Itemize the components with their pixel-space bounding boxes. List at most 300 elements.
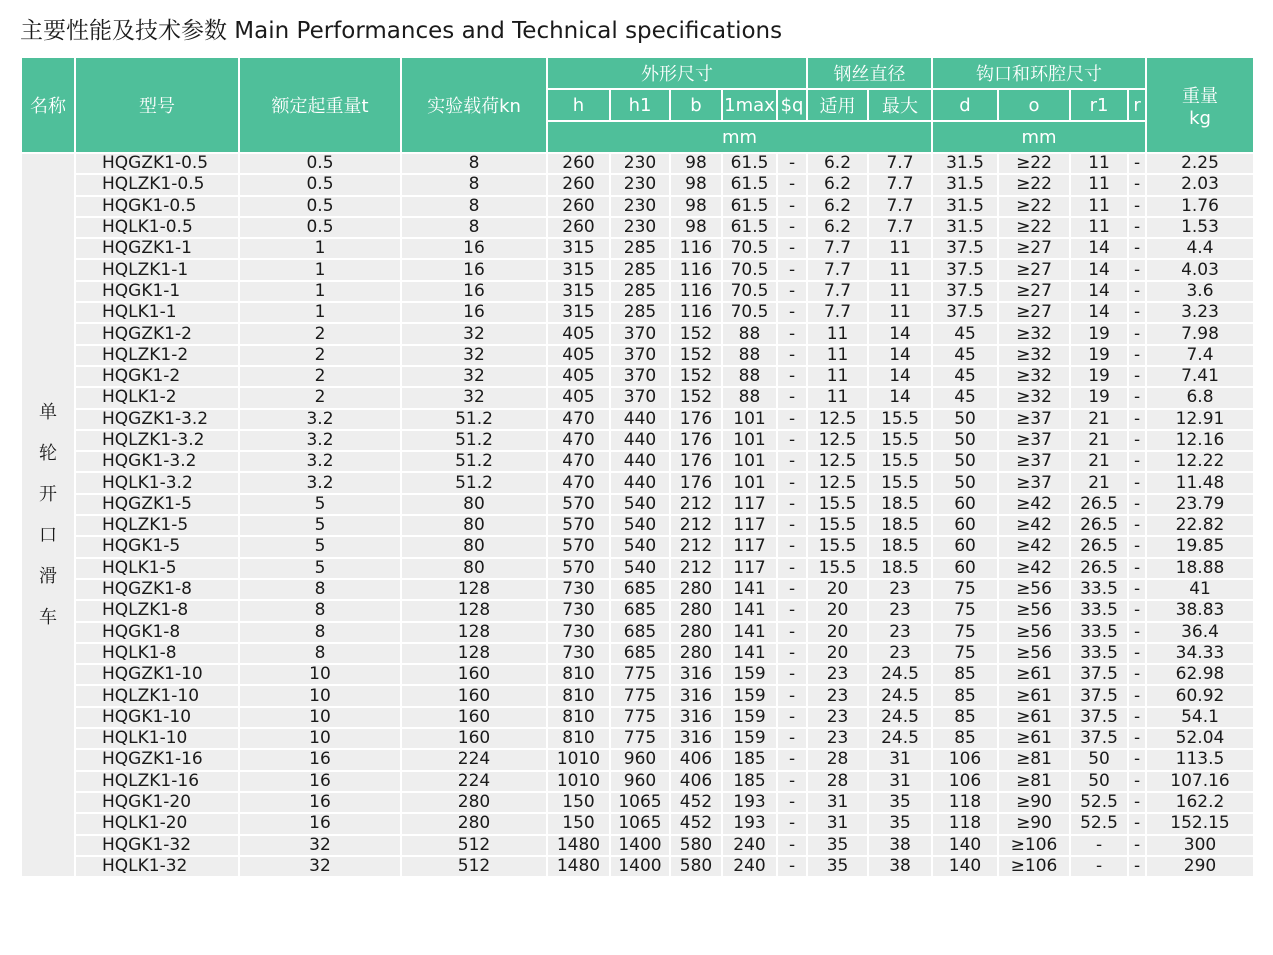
- table-row: [21, 749, 1254, 770]
- test-load-cell: 51.2: [401, 430, 547, 451]
- q-cell: -: [777, 153, 807, 174]
- d-cell: 37.5: [932, 281, 998, 302]
- h-cell: 260: [547, 174, 610, 195]
- test-load-cell: 16: [401, 238, 547, 259]
- rated-load-cell: 10: [239, 728, 401, 749]
- 1max-cell: 141: [722, 622, 777, 643]
- rated-load-cell: 3.2: [239, 451, 401, 472]
- header-rope-col: 最大: [868, 89, 932, 121]
- h1-cell: 370: [610, 323, 670, 344]
- rated-load-cell: 8: [239, 600, 401, 621]
- b-cell: 406: [670, 749, 722, 770]
- header-test-load: 实验载荷kn: [401, 57, 547, 153]
- b-cell: 212: [670, 536, 722, 557]
- q-cell: -: [777, 622, 807, 643]
- rope-suitable-cell: 6.2: [807, 174, 868, 195]
- rated-load-cell: 16: [239, 813, 401, 834]
- h-cell: 810: [547, 728, 610, 749]
- h-cell: 810: [547, 707, 610, 728]
- d-cell: 75: [932, 622, 998, 643]
- o-cell: ≥42: [998, 536, 1070, 557]
- b-cell: 116: [670, 302, 722, 323]
- rope-max-cell: 24.5: [868, 685, 932, 706]
- 1max-cell: 61.5: [722, 217, 777, 238]
- rope-max-cell: 15.5: [868, 451, 932, 472]
- r-cell: -: [1128, 558, 1146, 579]
- rated-load-cell: 2: [239, 366, 401, 387]
- rated-load-cell: 0.5: [239, 217, 401, 238]
- h-cell: 570: [547, 494, 610, 515]
- o-cell: ≥37: [998, 451, 1070, 472]
- h1-cell: 370: [610, 345, 670, 366]
- rope-max-cell: 24.5: [868, 664, 932, 685]
- r1-cell: 11: [1070, 217, 1128, 238]
- b-cell: 452: [670, 813, 722, 834]
- model-cell: HQLK1-2: [75, 387, 239, 408]
- r-cell: -: [1128, 451, 1146, 472]
- r-cell: -: [1128, 196, 1146, 217]
- rope-max-cell: 23: [868, 579, 932, 600]
- h1-cell: 1065: [610, 792, 670, 813]
- weight-cell: 3.6: [1146, 281, 1254, 302]
- model-cell: HQGK1-5: [75, 536, 239, 557]
- d-cell: 31.5: [932, 217, 998, 238]
- d-cell: 140: [932, 835, 998, 856]
- model-cell: HQGZK1-5: [75, 494, 239, 515]
- test-load-cell: 32: [401, 366, 547, 387]
- 1max-cell: 240: [722, 856, 777, 877]
- test-load-cell: 160: [401, 728, 547, 749]
- h-cell: 315: [547, 281, 610, 302]
- weight-cell: 12.91: [1146, 409, 1254, 430]
- rope-suitable-cell: 15.5: [807, 536, 868, 557]
- 1max-cell: 88: [722, 323, 777, 344]
- model-cell: HQGK1-32: [75, 835, 239, 856]
- rope-max-cell: 14: [868, 387, 932, 408]
- rope-max-cell: 11: [868, 259, 932, 280]
- table-row: [21, 558, 1254, 579]
- table-row: [21, 622, 1254, 643]
- r-cell: -: [1128, 579, 1146, 600]
- table-header: [21, 57, 1254, 153]
- 1max-cell: 141: [722, 600, 777, 621]
- d-cell: 45: [932, 323, 998, 344]
- test-load-cell: 280: [401, 813, 547, 834]
- b-cell: 212: [670, 515, 722, 536]
- rated-load-cell: 3.2: [239, 472, 401, 493]
- rope-suitable-cell: 11: [807, 387, 868, 408]
- table-body: [21, 153, 1254, 877]
- r1-cell: 50: [1070, 771, 1128, 792]
- h1-cell: 685: [610, 622, 670, 643]
- o-cell: ≥106: [998, 856, 1070, 877]
- rated-load-cell: 1: [239, 281, 401, 302]
- table-row: [21, 579, 1254, 600]
- weight-cell: 19.85: [1146, 536, 1254, 557]
- table-row: [21, 472, 1254, 493]
- o-cell: ≥56: [998, 643, 1070, 664]
- rope-max-cell: 35: [868, 813, 932, 834]
- rope-max-cell: 24.5: [868, 728, 932, 749]
- r-cell: -: [1128, 323, 1146, 344]
- rated-load-cell: 2: [239, 323, 401, 344]
- h-cell: 470: [547, 472, 610, 493]
- table-row: [21, 643, 1254, 664]
- rope-max-cell: 11: [868, 281, 932, 302]
- h-cell: 150: [547, 813, 610, 834]
- q-cell: -: [777, 196, 807, 217]
- o-cell: ≥27: [998, 281, 1070, 302]
- r-cell: -: [1128, 217, 1146, 238]
- header-dims-unit: mm: [547, 121, 932, 153]
- weight-cell: 2.25: [1146, 153, 1254, 174]
- weight-cell: 1.76: [1146, 196, 1254, 217]
- table-row: [21, 451, 1254, 472]
- o-cell: ≥22: [998, 217, 1070, 238]
- r-cell: -: [1128, 664, 1146, 685]
- d-cell: 37.5: [932, 302, 998, 323]
- b-cell: 116: [670, 238, 722, 259]
- table-row: [21, 813, 1254, 834]
- rated-load-cell: 8: [239, 579, 401, 600]
- d-cell: 106: [932, 771, 998, 792]
- rope-max-cell: 35: [868, 792, 932, 813]
- rope-max-cell: 23: [868, 600, 932, 621]
- q-cell: -: [777, 685, 807, 706]
- rated-load-cell: 32: [239, 835, 401, 856]
- table-row: [21, 174, 1254, 195]
- r1-cell: 14: [1070, 302, 1128, 323]
- r1-cell: 21: [1070, 430, 1128, 451]
- 1max-cell: 159: [722, 685, 777, 706]
- r1-cell: 21: [1070, 451, 1128, 472]
- test-load-cell: 16: [401, 281, 547, 302]
- category-name-cell: [21, 153, 75, 877]
- model-cell: HQGZK1-0.5: [75, 153, 239, 174]
- category-name-char: 口: [39, 525, 57, 547]
- o-cell: ≥61: [998, 728, 1070, 749]
- r-cell: -: [1128, 685, 1146, 706]
- weight-cell: 162.2: [1146, 792, 1254, 813]
- 1max-cell: 159: [722, 664, 777, 685]
- header-hook-col: o: [998, 89, 1070, 121]
- table-row: [21, 600, 1254, 621]
- rope-max-cell: 38: [868, 856, 932, 877]
- rated-load-cell: 1: [239, 302, 401, 323]
- q-cell: -: [777, 259, 807, 280]
- rated-load-cell: 5: [239, 558, 401, 579]
- o-cell: ≥90: [998, 792, 1070, 813]
- o-cell: ≥42: [998, 494, 1070, 515]
- h-cell: 1010: [547, 771, 610, 792]
- test-load-cell: 280: [401, 792, 547, 813]
- r1-cell: 19: [1070, 366, 1128, 387]
- weight-cell: 62.98: [1146, 664, 1254, 685]
- 1max-cell: 117: [722, 494, 777, 515]
- table-row: [21, 536, 1254, 557]
- spec-table: [20, 56, 1255, 878]
- 1max-cell: 240: [722, 835, 777, 856]
- h-cell: 470: [547, 451, 610, 472]
- d-cell: 140: [932, 856, 998, 877]
- test-load-cell: 128: [401, 579, 547, 600]
- rope-suitable-cell: 6.2: [807, 153, 868, 174]
- rope-suitable-cell: 11: [807, 323, 868, 344]
- rope-suitable-cell: 35: [807, 856, 868, 877]
- r-cell: -: [1128, 792, 1146, 813]
- d-cell: 31.5: [932, 174, 998, 195]
- model-cell: HQLZK1-3.2: [75, 430, 239, 451]
- b-cell: 98: [670, 174, 722, 195]
- o-cell: ≥56: [998, 600, 1070, 621]
- b-cell: 98: [670, 196, 722, 217]
- weight-cell: 12.22: [1146, 451, 1254, 472]
- table-row: [21, 345, 1254, 366]
- 1max-cell: 101: [722, 430, 777, 451]
- r1-cell: -: [1070, 835, 1128, 856]
- test-load-cell: 80: [401, 494, 547, 515]
- r1-cell: 37.5: [1070, 707, 1128, 728]
- test-load-cell: 32: [401, 345, 547, 366]
- table-row: [21, 771, 1254, 792]
- table-row: [21, 302, 1254, 323]
- rope-suitable-cell: 7.7: [807, 281, 868, 302]
- table-row: [21, 430, 1254, 451]
- header-rope-group: 钢丝直径: [807, 57, 932, 89]
- h-cell: 470: [547, 430, 610, 451]
- rope-suitable-cell: 15.5: [807, 558, 868, 579]
- header-dim-col: $q: [777, 89, 807, 121]
- category-name-char: 开: [39, 484, 57, 506]
- test-load-cell: 224: [401, 771, 547, 792]
- table-row: [21, 366, 1254, 387]
- h-cell: 405: [547, 366, 610, 387]
- h-cell: 730: [547, 579, 610, 600]
- rope-max-cell: 18.5: [868, 515, 932, 536]
- rated-load-cell: 3.2: [239, 430, 401, 451]
- q-cell: -: [777, 281, 807, 302]
- o-cell: ≥22: [998, 196, 1070, 217]
- d-cell: 75: [932, 600, 998, 621]
- category-name-char: 车: [39, 607, 57, 629]
- q-cell: -: [777, 643, 807, 664]
- model-cell: HQLZK1-8: [75, 600, 239, 621]
- b-cell: 176: [670, 409, 722, 430]
- 1max-cell: 101: [722, 409, 777, 430]
- model-cell: HQLK1-1: [75, 302, 239, 323]
- r-cell: -: [1128, 259, 1146, 280]
- test-load-cell: 16: [401, 302, 547, 323]
- h1-cell: 285: [610, 302, 670, 323]
- r-cell: -: [1128, 515, 1146, 536]
- test-load-cell: 51.2: [401, 472, 547, 493]
- model-cell: HQGK1-20: [75, 792, 239, 813]
- header-weight-label: 重量: [1182, 85, 1219, 107]
- test-load-cell: 160: [401, 664, 547, 685]
- weight-cell: 41: [1146, 579, 1254, 600]
- r1-cell: 33.5: [1070, 643, 1128, 664]
- rope-suitable-cell: 20: [807, 643, 868, 664]
- rope-suitable-cell: 20: [807, 600, 868, 621]
- h-cell: 315: [547, 302, 610, 323]
- d-cell: 60: [932, 515, 998, 536]
- d-cell: 31.5: [932, 153, 998, 174]
- r1-cell: 33.5: [1070, 600, 1128, 621]
- table-row: [21, 323, 1254, 344]
- h1-cell: 230: [610, 196, 670, 217]
- h-cell: 405: [547, 323, 610, 344]
- rope-suitable-cell: 28: [807, 749, 868, 770]
- rope-suitable-cell: 7.7: [807, 238, 868, 259]
- rated-load-cell: 2: [239, 345, 401, 366]
- h1-cell: 775: [610, 664, 670, 685]
- table-row: [21, 281, 1254, 302]
- table-row: [21, 856, 1254, 877]
- table-row: [21, 494, 1254, 515]
- q-cell: -: [777, 771, 807, 792]
- rope-suitable-cell: 12.5: [807, 472, 868, 493]
- h-cell: 260: [547, 196, 610, 217]
- b-cell: 580: [670, 835, 722, 856]
- h1-cell: 230: [610, 174, 670, 195]
- q-cell: -: [777, 430, 807, 451]
- h1-cell: 1400: [610, 856, 670, 877]
- table-row: [21, 259, 1254, 280]
- q-cell: -: [777, 366, 807, 387]
- rope-suitable-cell: 20: [807, 622, 868, 643]
- r-cell: -: [1128, 707, 1146, 728]
- rope-max-cell: 18.5: [868, 558, 932, 579]
- rope-suitable-cell: 7.7: [807, 259, 868, 280]
- weight-cell: 7.41: [1146, 366, 1254, 387]
- h-cell: 260: [547, 153, 610, 174]
- q-cell: -: [777, 217, 807, 238]
- model-cell: HQGK1-0.5: [75, 196, 239, 217]
- 1max-cell: 141: [722, 643, 777, 664]
- model-cell: HQGZK1-8: [75, 579, 239, 600]
- r-cell: -: [1128, 643, 1146, 664]
- h-cell: 810: [547, 664, 610, 685]
- o-cell: ≥56: [998, 622, 1070, 643]
- 1max-cell: 117: [722, 558, 777, 579]
- r-cell: -: [1128, 536, 1146, 557]
- test-load-cell: 80: [401, 515, 547, 536]
- d-cell: 50: [932, 472, 998, 493]
- q-cell: -: [777, 387, 807, 408]
- r1-cell: 11: [1070, 174, 1128, 195]
- h1-cell: 775: [610, 707, 670, 728]
- test-load-cell: 512: [401, 856, 547, 877]
- b-cell: 116: [670, 259, 722, 280]
- category-name-char: 滑: [39, 566, 57, 588]
- rope-suitable-cell: 12.5: [807, 430, 868, 451]
- r-cell: -: [1128, 281, 1146, 302]
- b-cell: 176: [670, 472, 722, 493]
- 1max-cell: 101: [722, 472, 777, 493]
- model-cell: HQLK1-5: [75, 558, 239, 579]
- test-load-cell: 80: [401, 536, 547, 557]
- o-cell: ≥81: [998, 749, 1070, 770]
- h1-cell: 230: [610, 153, 670, 174]
- header-dims-group: 外形尺寸: [547, 57, 807, 89]
- model-cell: HQLK1-0.5: [75, 217, 239, 238]
- test-load-cell: 8: [401, 196, 547, 217]
- h1-cell: 1400: [610, 835, 670, 856]
- rope-max-cell: 15.5: [868, 409, 932, 430]
- weight-cell: 22.82: [1146, 515, 1254, 536]
- rope-suitable-cell: 15.5: [807, 494, 868, 515]
- d-cell: 45: [932, 345, 998, 366]
- r1-cell: 14: [1070, 259, 1128, 280]
- rated-load-cell: 10: [239, 685, 401, 706]
- rated-load-cell: 2: [239, 387, 401, 408]
- rope-max-cell: 7.7: [868, 217, 932, 238]
- weight-cell: 300: [1146, 835, 1254, 856]
- test-load-cell: 128: [401, 643, 547, 664]
- d-cell: 50: [932, 430, 998, 451]
- q-cell: -: [777, 515, 807, 536]
- 1max-cell: 88: [722, 387, 777, 408]
- r-cell: -: [1128, 153, 1146, 174]
- q-cell: -: [777, 451, 807, 472]
- weight-cell: 36.4: [1146, 622, 1254, 643]
- r1-cell: 33.5: [1070, 622, 1128, 643]
- 1max-cell: 70.5: [722, 302, 777, 323]
- rated-load-cell: 0.5: [239, 196, 401, 217]
- r-cell: -: [1128, 771, 1146, 792]
- weight-cell: 54.1: [1146, 707, 1254, 728]
- rope-max-cell: 31: [868, 771, 932, 792]
- r1-cell: 14: [1070, 281, 1128, 302]
- d-cell: 45: [932, 366, 998, 387]
- rated-load-cell: 10: [239, 664, 401, 685]
- h-cell: 730: [547, 643, 610, 664]
- h-cell: 1480: [547, 835, 610, 856]
- model-cell: HQGZK1-3.2: [75, 409, 239, 430]
- h1-cell: 685: [610, 600, 670, 621]
- model-cell: HQGK1-1: [75, 281, 239, 302]
- rope-suitable-cell: 20: [807, 579, 868, 600]
- rated-load-cell: 8: [239, 643, 401, 664]
- category-name-char: 单: [39, 402, 57, 424]
- rope-max-cell: 38: [868, 835, 932, 856]
- r1-cell: 26.5: [1070, 536, 1128, 557]
- rope-max-cell: 23: [868, 643, 932, 664]
- rope-suitable-cell: 11: [807, 366, 868, 387]
- model-cell: HQGK1-2: [75, 366, 239, 387]
- 1max-cell: 70.5: [722, 281, 777, 302]
- table-row: [21, 707, 1254, 728]
- h-cell: 570: [547, 536, 610, 557]
- rated-load-cell: 5: [239, 536, 401, 557]
- test-load-cell: 160: [401, 707, 547, 728]
- h1-cell: 775: [610, 728, 670, 749]
- model-cell: HQLZK1-5: [75, 515, 239, 536]
- header-hook-unit: mm: [932, 121, 1146, 153]
- r-cell: -: [1128, 409, 1146, 430]
- h1-cell: 440: [610, 409, 670, 430]
- b-cell: 152: [670, 345, 722, 366]
- r-cell: -: [1128, 622, 1146, 643]
- r1-cell: 52.5: [1070, 792, 1128, 813]
- q-cell: -: [777, 345, 807, 366]
- r-cell: -: [1128, 238, 1146, 259]
- rope-suitable-cell: 23: [807, 664, 868, 685]
- header-model: 型号: [75, 57, 239, 153]
- o-cell: ≥27: [998, 302, 1070, 323]
- 1max-cell: 159: [722, 728, 777, 749]
- b-cell: 152: [670, 387, 722, 408]
